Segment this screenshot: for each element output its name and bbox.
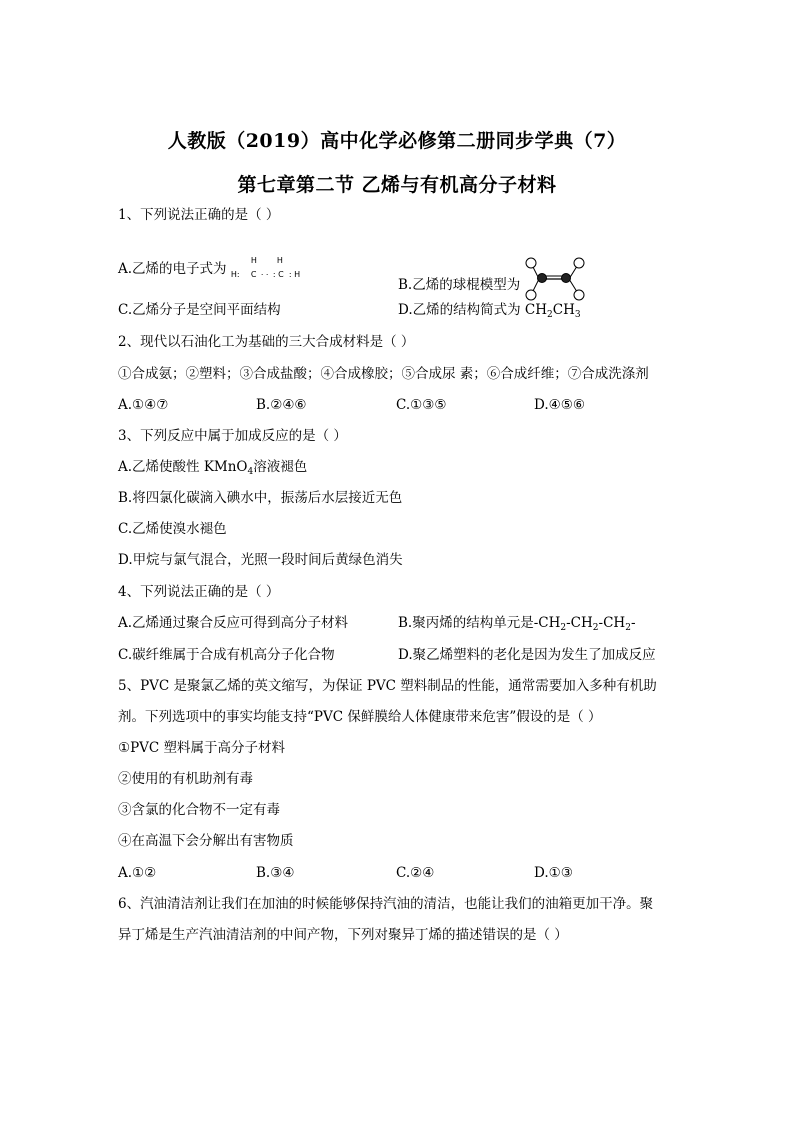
subscript: 2 [625, 623, 631, 633]
q5-option-c: C.②④ [396, 865, 435, 881]
q6-stem-line2: 异丁烯是生产汽油清洁剂的中间产物，下列对聚异丁烯的描述错误的是（ ） [118, 927, 568, 943]
ball-stick-model-icon [525, 255, 587, 303]
q3-option-c: C.乙烯使溴水褪色 [118, 521, 227, 537]
subscript: 2 [547, 310, 553, 320]
q2-option-a: A.①④⑦ [118, 397, 169, 413]
q1-option-b [398, 255, 587, 303]
q3-stem: 3、下列反应中属于加成反应的是（ ） [118, 428, 347, 444]
q4-stem: 4、下列说法正确的是（ ） [118, 584, 280, 600]
document-title: 人教版（2019）高中化学必修第二册同步学典（7） [167, 130, 627, 152]
q5-stem-line2: 剂。下列选项中的事实均能支持“PVC 保鲜膜给人体健康带来危害”假设的是（ ） [118, 709, 602, 725]
q3-a-post: 溶液褪色 [253, 459, 308, 475]
formula-c: C [250, 270, 257, 279]
q3-a-pre: A.乙烯使酸性 KMnO [118, 459, 248, 475]
q2-list: ①合成氨；②塑料；③合成盐酸；④合成橡胶；⑤合成尿 素；⑥合成纤维；⑦合成洗涤剂 [118, 366, 649, 382]
q4-b-mid: -CH [598, 615, 626, 631]
q1-d-text: D.乙烯的结构简式为 CH [398, 302, 548, 318]
q1-option-b-text: B.乙烯的球棍模型为 [398, 277, 521, 293]
q3-option-d: D.甲烷与氯气混合，光照一段时间后黄绿色消失 [118, 552, 403, 568]
q5-stem-line1: 5、PVC 是聚氯乙烯的英文缩写，为保证 PVC 塑料制品的性能，通常需要加入多种有机助 [118, 678, 657, 694]
q5-item-2: ②使用的有机助剂有毒 [118, 771, 253, 787]
q1-option-a [118, 255, 309, 281]
q2-option-d: D.④⑤⑥ [534, 397, 585, 413]
q4-option-d: D.聚乙烯塑料的老化是因为发生了加成反应 [398, 647, 656, 663]
formula-left: H: [230, 270, 240, 279]
q1-option-d [398, 300, 581, 325]
q4-b-mid: -CH [566, 615, 593, 631]
formula-h: H [250, 256, 257, 265]
q6-stem-line1: 6、汽油清洁剂让我们在加油的时候能够保持汽油的清洁，也能让我们的油箱更加干净。聚 [118, 896, 654, 912]
q5-option-a: A.①② [118, 865, 157, 881]
subscript: 2 [592, 623, 599, 633]
subscript: 3 [574, 310, 581, 320]
q4-option-c: C.碳纤维属于合成有机高分子化合物 [118, 647, 335, 663]
q3-option-b: B.将四氯化碳滴入碘水中，振荡后水层接近无色 [118, 490, 403, 506]
q1-d-mid: CH [552, 302, 575, 318]
q1-option-a-text: A.乙烯的电子式为 [118, 261, 227, 277]
formula-right: : H [288, 270, 301, 279]
subscript: 4 [247, 467, 254, 477]
q4-b-post: - [630, 615, 636, 631]
q5-option-d: D.①③ [534, 865, 573, 881]
q2-option-b: B.②④⑥ [256, 397, 307, 413]
q3-option-a [118, 457, 307, 482]
q4-option-a: A.乙烯通过聚合反应可得到高分子材料 [118, 615, 349, 631]
formula-c: : C [272, 270, 284, 279]
section-title: 第七章第二节 乙烯与有机高分子材料 [237, 174, 557, 196]
q4-option-b [398, 613, 636, 638]
q5-item-1: ①PVC 塑料属于高分子材料 [118, 740, 286, 756]
q1-option-c: C.乙烯分子是空间平面结构 [118, 302, 281, 318]
q4-b-pre: B.聚丙烯的结构单元是-CH [398, 615, 561, 631]
electron-formula [231, 255, 309, 281]
formula-h: H [276, 256, 283, 265]
q2-option-c: C.①③⑤ [396, 397, 447, 413]
q5-option-b: B.③④ [256, 865, 295, 881]
q2-stem: 2、现代以石油化工为基础的三大合成材料是（ ） [118, 334, 415, 350]
q1-stem: 1、下列说法正确的是（ ） [118, 207, 280, 223]
q5-item-3: ③含氯的化合物不一定有毒 [118, 802, 280, 818]
q5-item-4: ④在高温下会分解出有害物质 [118, 833, 294, 849]
subscript: 2 [560, 623, 567, 633]
formula-dots: . . [260, 268, 269, 277]
